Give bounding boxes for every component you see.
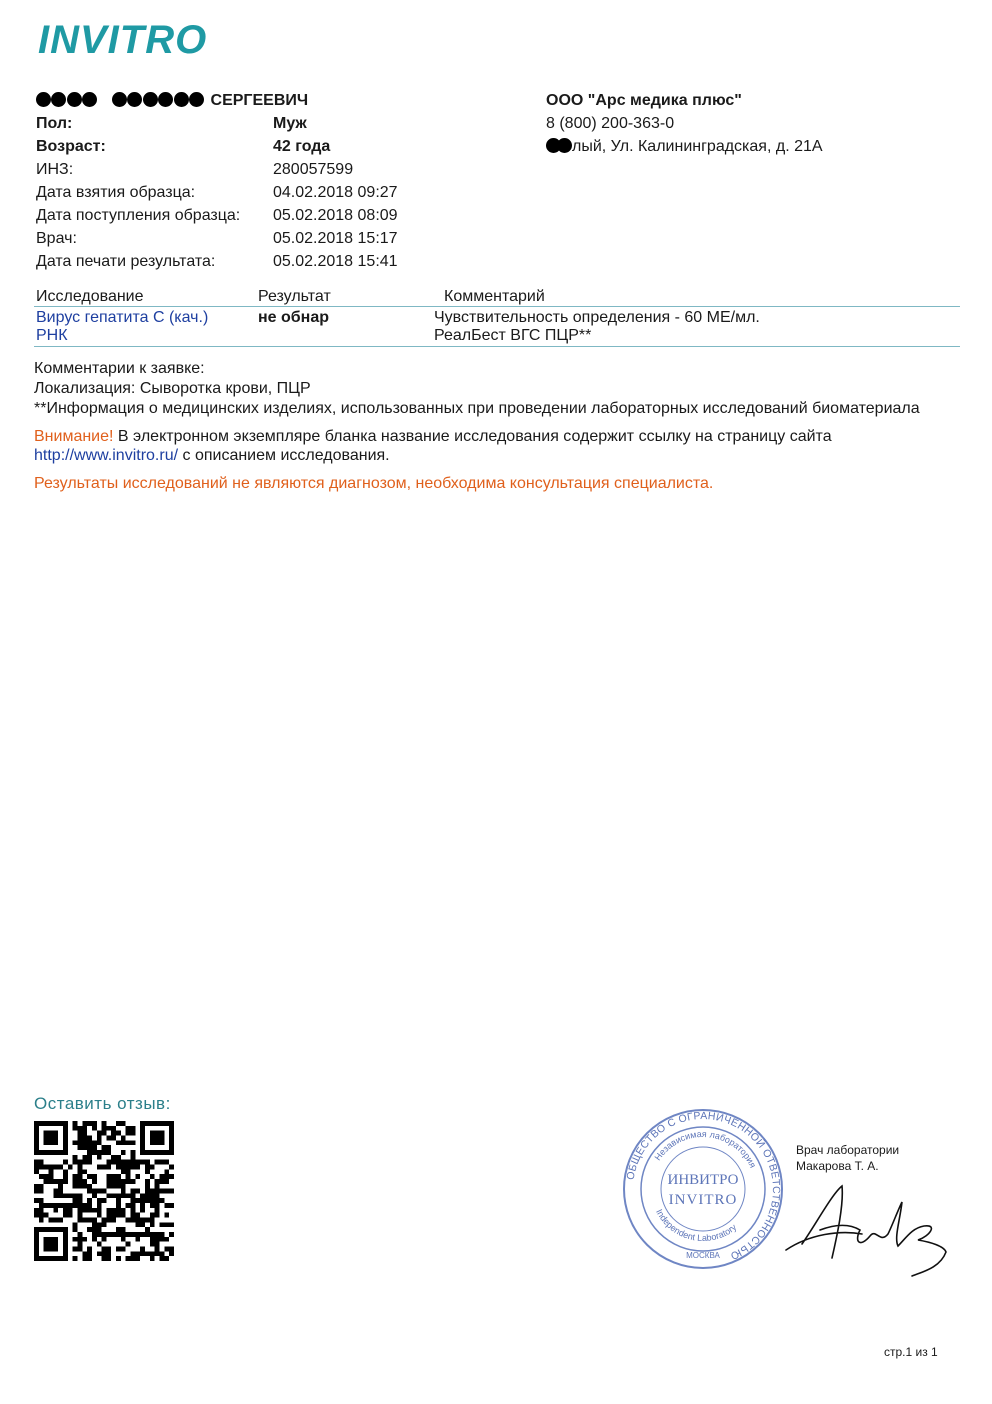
patient-field-label: Дата печати результата: <box>36 253 216 270</box>
disclaimer: Результаты исследований не являются диагнозом, необходима консультация специалиста. <box>34 475 714 492</box>
table-bottom-divider <box>34 346 960 347</box>
attention-link-suffix: с описанием исследования. <box>178 447 390 464</box>
col-header-test: Исследование <box>36 288 144 305</box>
patient-field-label: Возраст: <box>36 138 106 155</box>
doctor-signature <box>780 1172 950 1282</box>
col-header-comment: Комментарий <box>444 288 545 305</box>
stamp-ring <box>641 1127 765 1251</box>
redaction-mark <box>174 92 189 107</box>
stamp-city: МОСКВА <box>686 1251 720 1260</box>
stamp-bottom-text: Independent Laboratory <box>654 1207 739 1244</box>
attention-label: Внимание! <box>34 428 114 445</box>
test-comment <box>434 309 760 345</box>
clinic-name: ООО "Арс медика плюс" <box>546 92 742 109</box>
clinic-phone: 8 (800) 200-363-0 <box>546 115 675 132</box>
signature-title: Врач лаборатории <box>796 1143 900 1157</box>
invitro-logo: INVITRO <box>38 18 208 62</box>
feedback-label: Оставить отзыв: <box>34 1094 171 1113</box>
patient-field-value: 05.02.2018 08:09 <box>273 207 398 224</box>
order-comments-title: Комментарии к заявке: <box>34 360 205 377</box>
test-comment-line1: Чувствительность определения - 60 МЕ/мл. <box>434 309 760 326</box>
test-name-line2[interactable]: РНК <box>36 327 68 344</box>
table-header-divider <box>34 306 960 307</box>
stamp-inner-ring <box>661 1147 745 1231</box>
redaction-mark <box>143 92 158 107</box>
page-number: стр.1 из 1 <box>884 1345 938 1359</box>
patient-field-label: Дата поступления образца: <box>36 207 241 224</box>
laboratory-stamp <box>622 1108 784 1270</box>
signature-block <box>796 1142 899 1174</box>
redaction-mark <box>112 92 127 107</box>
test-name-line1[interactable]: Вирус гепатита С (кач.) <box>36 309 209 326</box>
redaction-mark <box>36 92 51 107</box>
order-comments-info: **Информация о медицинских изделиях, использованных при проведении лабораторных исследований биоматериала <box>34 400 920 417</box>
redaction-mark <box>189 92 204 107</box>
order-comments <box>34 359 920 419</box>
feedback-qr-code[interactable] <box>34 1121 174 1261</box>
clinic-address <box>546 136 823 158</box>
redaction-mark <box>82 92 97 107</box>
patient-name <box>36 90 308 112</box>
clinic-address-text: лый, Ул. Калининградская, д. 21А <box>572 138 823 155</box>
patient-field-label: ИНЗ: <box>36 161 74 178</box>
col-header-result: Результат <box>258 288 331 305</box>
stamp-top-text: Независимая лаборатория <box>652 1128 759 1170</box>
test-comment-line2: РеалБест ВГС ПЦР** <box>434 327 592 344</box>
order-comments-localization: Локализация: Сыворотка крови, ПЦР <box>34 380 311 397</box>
stamp-center-en: INVITRO <box>668 1192 738 1208</box>
redaction-mark <box>158 92 173 107</box>
test-name-link[interactable] <box>36 309 208 345</box>
redaction-mark <box>67 92 82 107</box>
signature-name: Макарова Т. А. <box>796 1159 879 1173</box>
test-result: не обнар <box>258 309 329 326</box>
patient-field-label: Пол: <box>36 115 73 132</box>
stamp-outer-text: ОБЩЕСТВО С ОГРАНИЧЕННОЙ ОТВЕТСТВЕННОСТЬЮ <box>624 1109 783 1263</box>
attention-text: В электронном экземпляре бланка название исследования содержит ссылку на страницу сайта <box>113 428 832 445</box>
patient-field-value: 04.02.2018 09:27 <box>273 184 398 201</box>
redaction-mark <box>557 138 572 153</box>
stamp-center-ru: ИНВИТРО <box>667 1172 739 1188</box>
patient-field-value: 42 года <box>273 138 331 155</box>
patient-field-value: 280057599 <box>273 161 354 178</box>
redaction-mark <box>51 92 66 107</box>
redaction-mark <box>127 92 142 107</box>
patient-field-label: Дата взятия образца: <box>36 184 196 201</box>
patient-name-suffix: СЕРГЕЕВИЧ <box>210 92 309 109</box>
invitro-site-link[interactable]: http://www.invitro.ru/ <box>34 447 179 464</box>
patient-field-value: 05.02.2018 15:17 <box>273 230 398 247</box>
attention-notice <box>34 427 964 465</box>
patient-field-label: Врач: <box>36 230 77 247</box>
patient-field-value: 05.02.2018 15:41 <box>273 253 398 270</box>
patient-field-value: Муж <box>273 115 307 132</box>
